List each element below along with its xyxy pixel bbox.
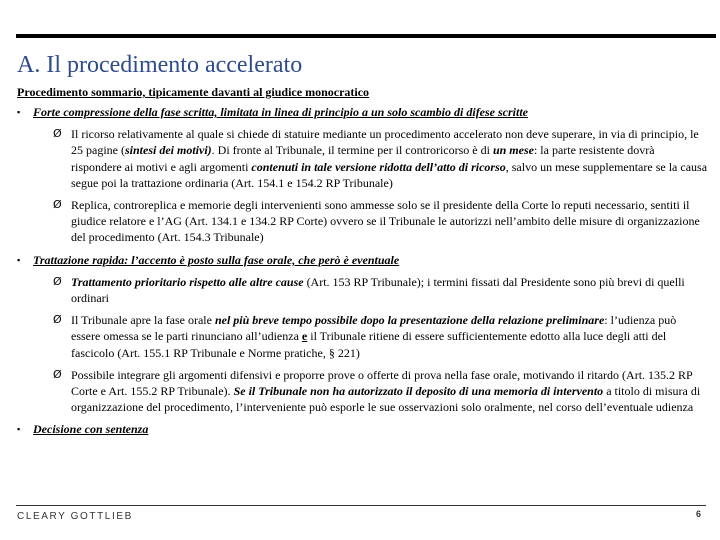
text-run: il Tribunale ritiene di essere sufficientemente edotto alla luce degli atti del fascicolo (Art. 155.1 RP Tribunale e Norme pratiche, § 221) xyxy=(71,329,667,360)
bottom-rule xyxy=(16,505,706,506)
arrow-bullet-icon: Ø xyxy=(53,127,62,141)
text-run: Il Tribunale apre la fase orale xyxy=(71,313,215,328)
arrow-bullet-icon: Ø xyxy=(53,367,62,381)
slide-body xyxy=(17,104,707,438)
text-run: : la parte resistente dovrà rispondere ai motivi e agli argomenti xyxy=(71,143,655,174)
text-run: e xyxy=(301,329,308,344)
text-run: Replica, controreplica e memorie degli intervenienti sono ammesse solo se il presidente della Corte lo reputi necessario, sentiti il giudice relatore e l’AG (Art. 134.1 e 134.2 RP Corte) ovvero se il Tribunale le autorizzi nell’ambito delle misure di organizzazione del procedimento (Art. 154.3 Tribunale) xyxy=(71,198,700,245)
text-run: un mese xyxy=(492,143,534,158)
section xyxy=(17,104,707,246)
square-bullet-icon: ▪ xyxy=(17,424,21,435)
text-run: , salvo un mese supplementare se la causa segue poi la trattazione ordinaria (Art. 154.1 e 154.2 RP Tribunale) xyxy=(71,159,708,190)
bullet-item xyxy=(33,312,707,361)
section xyxy=(17,252,707,416)
page-number: 6 xyxy=(695,509,701,519)
text-run: contenuti in tale versione ridotta dell’atto di ricorso xyxy=(251,159,506,174)
bullet-item xyxy=(33,274,707,306)
arrow-bullet-icon: Ø xyxy=(53,198,62,212)
section-heading: Forte compressione della fase scritta, limitata in linea di principio a un solo scambio di difese scritte xyxy=(33,105,528,119)
top-rule xyxy=(16,34,716,38)
section-heading: Decisione con sentenza xyxy=(33,422,149,437)
bullet-item xyxy=(33,126,707,191)
text-run: Il ricorso relativamente al quale si chiede di statuire mediante un procedimento accelerato non deve superare, in via di principio, le 25 pagine ( xyxy=(71,127,699,158)
text-run: nel più breve tempo possibile dopo la presentazione della relazione preliminare xyxy=(214,313,605,328)
cleary-gottlieb-logo: CLEARY GOTTLIEB xyxy=(17,511,133,522)
text-run: a titolo di misura di organizzazione del procedimento, l’interveniente può esporle le sue osservazioni solo oralmente, nel corso dell’eventuale udienza xyxy=(71,384,701,415)
square-bullet-icon: ▪ xyxy=(17,107,21,117)
square-bullet-icon: ▪ xyxy=(17,254,21,265)
bullet-item xyxy=(33,367,707,416)
slide-title: A. Il procedimento accelerato xyxy=(17,52,303,78)
text-run: sintesi dei motivi) xyxy=(124,143,212,158)
slide-subtitle: Procedimento sommario, tipicamente davanti al giudice monocratico xyxy=(17,85,370,99)
section xyxy=(17,421,707,437)
text-run: Se il Tribunale non ha autorizzato il deposito di una memoria di intervento xyxy=(233,384,604,399)
section-heading: Trattazione rapida: l’accento è posto sulla fase orale, che però è eventuale xyxy=(33,252,400,267)
text-run: : l’udienza può essere omessa se le parti rinunciano all’udienza xyxy=(71,313,677,344)
text-run: . Di fronte al Tribunale, il termine per il controricorso è di xyxy=(211,143,493,158)
text-run: Possibile integrare gli argomenti difensivi e proporre prove o offerte di prova nella fase orale, motivando il ritardo (Art. 135.2 RP Corte e Art. 155.2 RP Tribunale). xyxy=(71,367,693,399)
text-run: (Art. 153 RP Tribunale); i termini fissati dal Presidente sono più brevi di quelli ordinari xyxy=(71,274,685,306)
bullet-item xyxy=(33,197,707,246)
arrow-bullet-icon: Ø xyxy=(53,274,62,288)
text-run: Trattamento prioritario rispetto alle altre cause xyxy=(71,274,304,289)
arrow-bullet-icon: Ø xyxy=(53,313,62,327)
